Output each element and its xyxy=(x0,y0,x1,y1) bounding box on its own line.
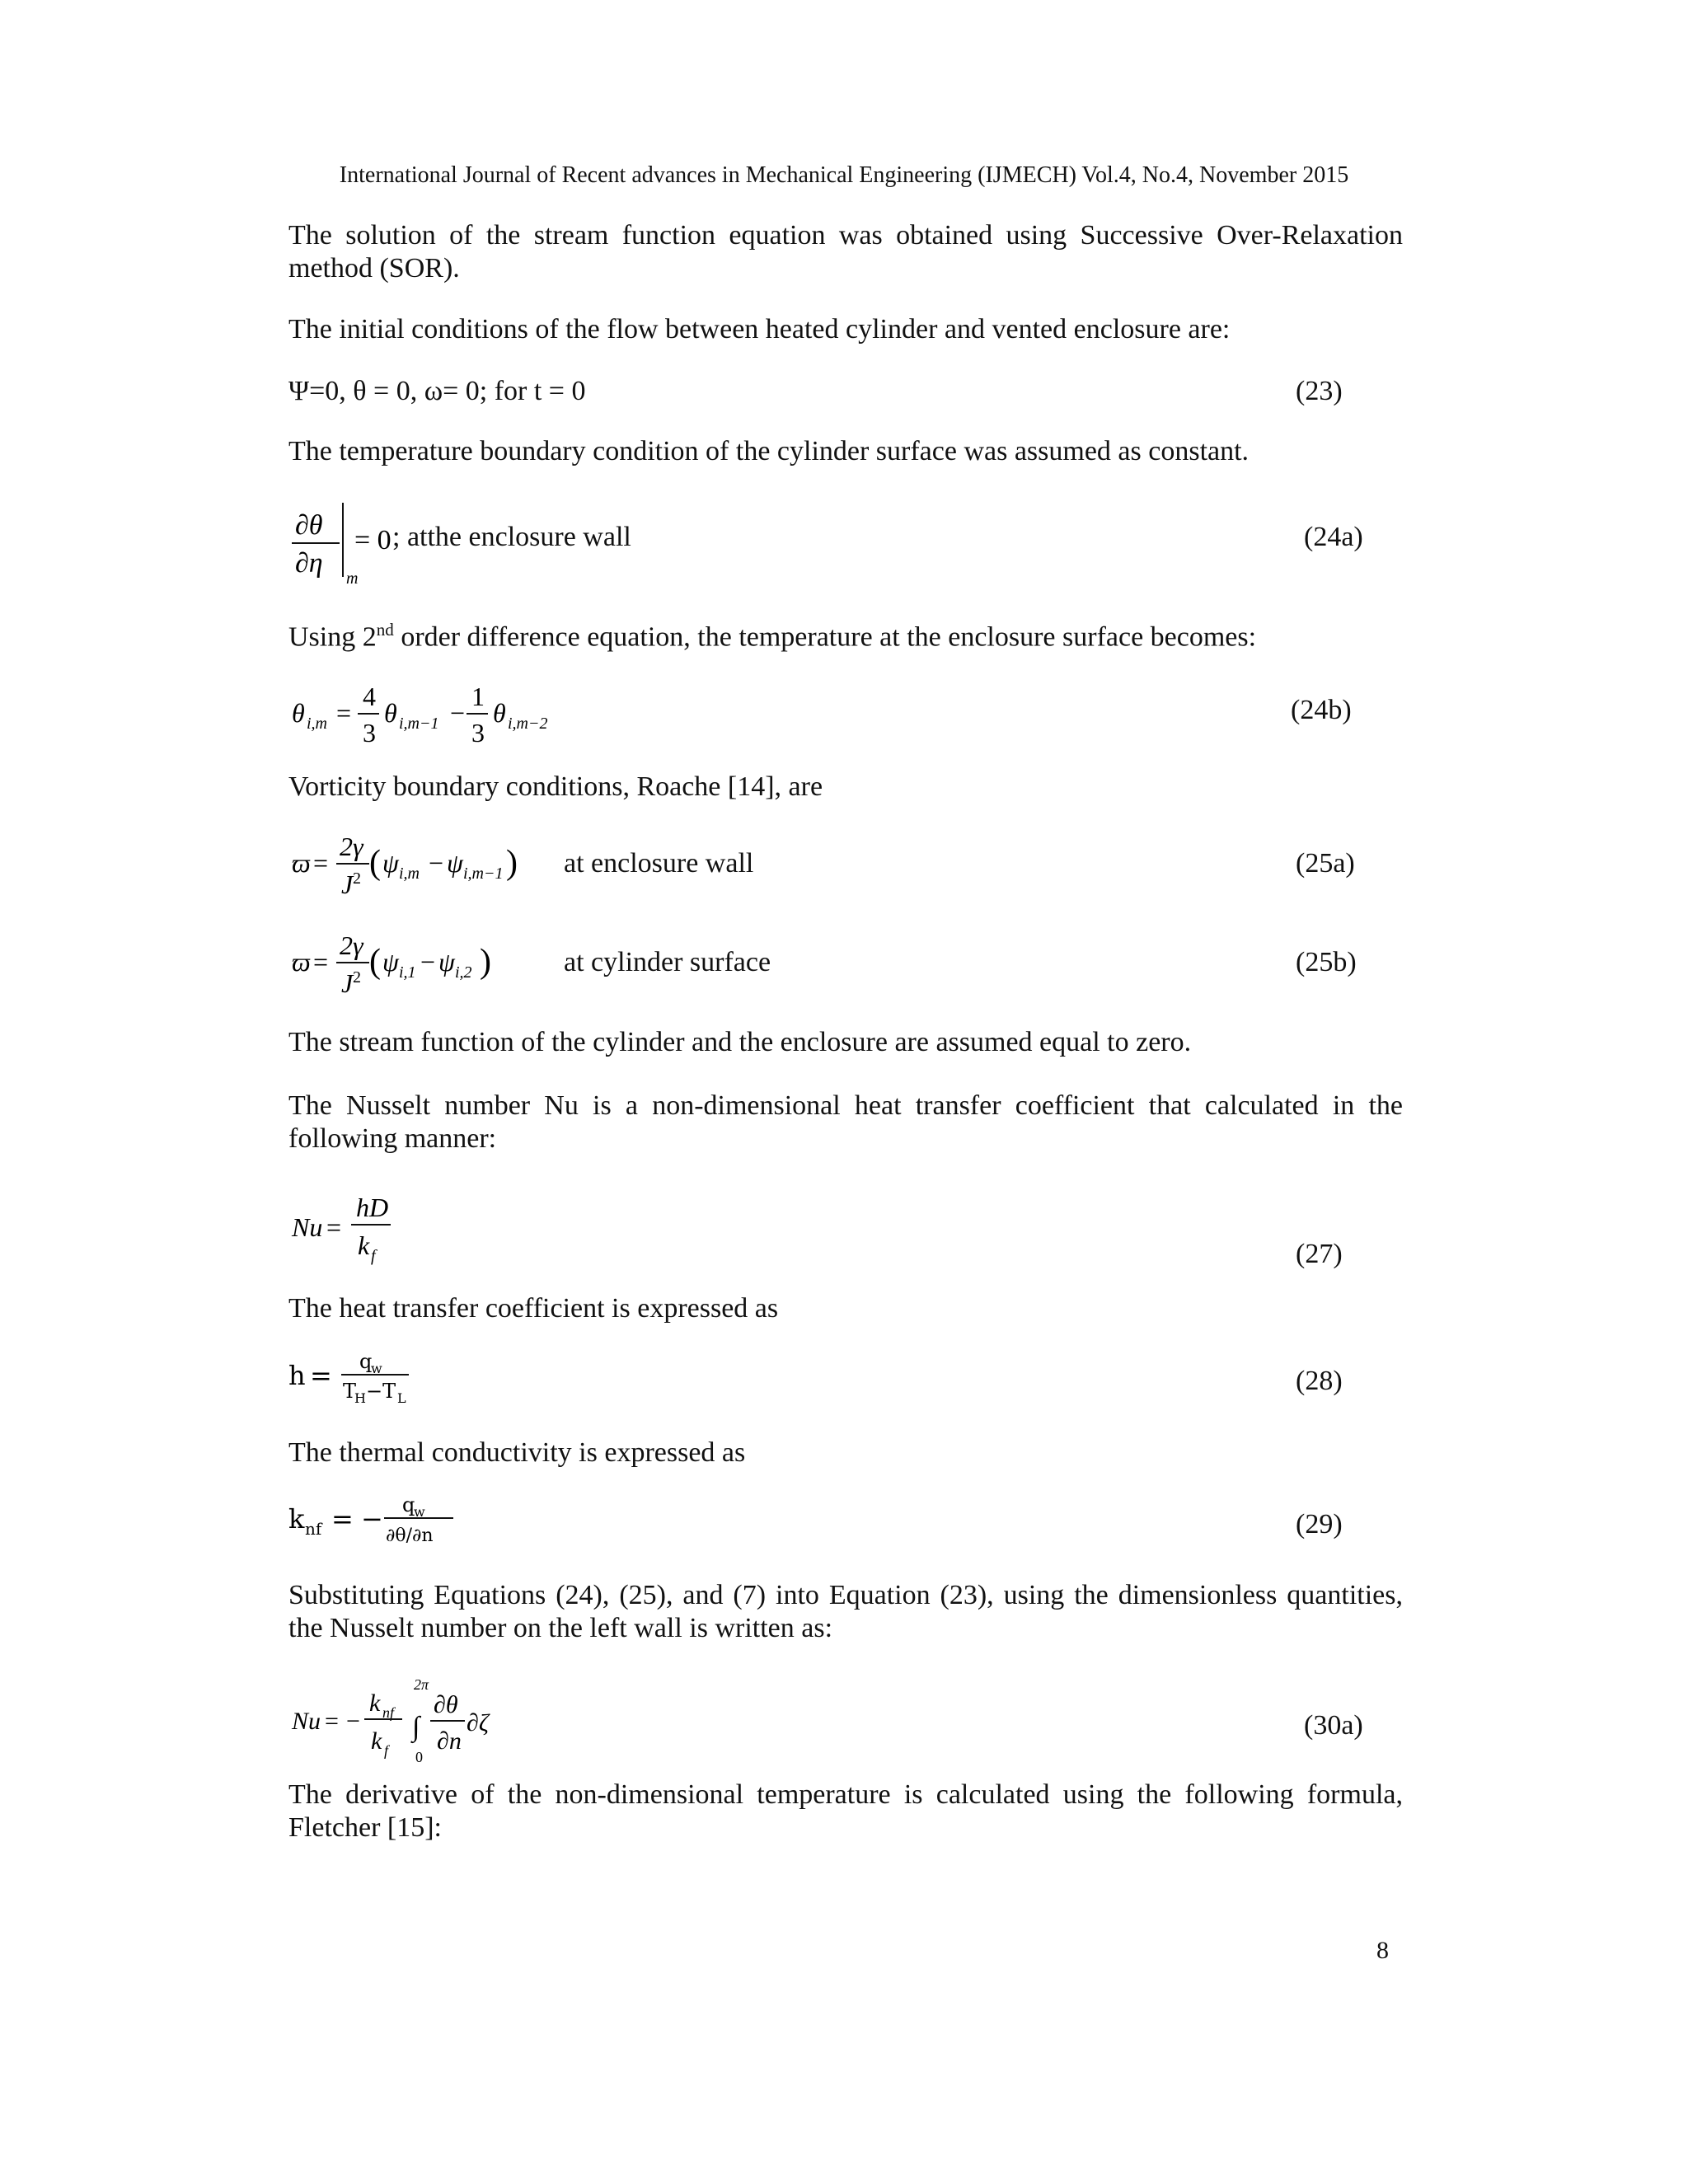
svg-text:=: = xyxy=(326,1212,342,1242)
svg-text:H: H xyxy=(354,1390,366,1406)
svg-text:i,m−1: i,m−1 xyxy=(463,865,504,883)
p4-sup: nd xyxy=(376,620,394,640)
svg-text:ψ: ψ xyxy=(382,947,399,977)
paragraph-stream-function-zero: The stream function of the cylinder and the enclosure are assumed equal to zero. xyxy=(288,1027,1192,1057)
paragraph-initial-conditions: The initial conditions of the flow between heated cylinder and vented enclosure are: xyxy=(288,314,1231,344)
svg-text:2: 2 xyxy=(353,968,361,987)
svg-text:(: ( xyxy=(369,943,381,981)
svg-text:ϖ: ϖ xyxy=(292,848,311,878)
svg-text:2γ: 2γ xyxy=(340,832,363,861)
equation-29-number: (29) xyxy=(1296,1509,1343,1540)
equation-28 xyxy=(288,1347,1403,1413)
svg-text:nf: nf xyxy=(305,1519,322,1539)
svg-text:(: ( xyxy=(369,844,381,882)
svg-text:ψ: ψ xyxy=(438,947,455,977)
equation-24a-number: (24a) xyxy=(1304,522,1363,552)
svg-text:T: T xyxy=(343,1380,357,1403)
paragraph-derivative-formula: The derivative of the non-dimensional temperature is calculated using the following formula, Fletcher [15]: xyxy=(288,1779,1403,1843)
svg-text:1: 1 xyxy=(471,682,485,711)
svg-text:∂ζ: ∂ζ xyxy=(467,1709,489,1736)
svg-text:k: k xyxy=(288,1503,305,1535)
equation-30a-number: (30a) xyxy=(1304,1710,1363,1741)
svg-text:q: q xyxy=(359,1350,373,1373)
svg-text:∂η: ∂η xyxy=(295,548,323,579)
equation-25a xyxy=(288,827,1403,910)
svg-text:w: w xyxy=(371,1361,382,1376)
svg-text:ϖ: ϖ xyxy=(292,947,311,977)
equation-28-formula xyxy=(288,1347,536,1413)
svg-text:J: J xyxy=(341,869,354,899)
svg-text:w: w xyxy=(414,1504,425,1520)
svg-text:θ: θ xyxy=(493,698,506,728)
svg-text:4: 4 xyxy=(363,682,376,711)
svg-text:∫: ∫ xyxy=(412,1712,420,1742)
svg-text:nf: nf xyxy=(382,1704,395,1721)
svg-text:): ) xyxy=(506,844,518,882)
svg-text:i,m−1: i,m−1 xyxy=(399,715,439,733)
svg-text:i,m−2: i,m−2 xyxy=(508,715,548,733)
paragraph-second-order xyxy=(288,613,1403,654)
equation-23-body: Ψ=0, θ = 0, ω= 0; for t = 0 xyxy=(288,376,586,406)
svg-text:L: L xyxy=(397,1390,406,1406)
paragraph-nusselt-number: The Nusselt number Nu is a non-dimensional heat transfer coefficient that calculated in the following manner: xyxy=(288,1090,1403,1154)
p4-pre: Using 2 xyxy=(288,621,377,653)
p4-post: order difference equation, the temperature at the enclosure surface becomes: xyxy=(393,621,1257,653)
equation-23-number: (23) xyxy=(1296,376,1343,406)
equation-28-number: (28) xyxy=(1296,1366,1343,1396)
svg-text:i,m: i,m xyxy=(307,715,327,733)
svg-text:−: − xyxy=(361,1503,383,1535)
paragraph-vorticity-bc: Vorticity boundary conditions, Roache [14], are xyxy=(288,771,823,802)
svg-text:∂θ: ∂θ xyxy=(434,1691,458,1718)
equation-29-formula xyxy=(288,1490,536,1556)
equation-29 xyxy=(288,1490,1403,1556)
svg-text:Nu: Nu xyxy=(292,1212,323,1242)
equation-25a-number: (25a) xyxy=(1296,848,1355,879)
equation-24b-formula xyxy=(288,674,865,757)
svg-text:i,m: i,m xyxy=(399,865,420,883)
svg-text:=: = xyxy=(331,1503,354,1535)
svg-text:=: = xyxy=(310,1360,332,1391)
svg-text:Nu: Nu xyxy=(292,1708,321,1735)
svg-text:q: q xyxy=(402,1493,415,1516)
equation-27-number: (27) xyxy=(1296,1239,1343,1269)
page-number: 8 xyxy=(1376,1937,1389,1964)
svg-text:−T: −T xyxy=(366,1380,396,1403)
equation-24b xyxy=(288,674,1403,757)
svg-text:f: f xyxy=(384,1742,389,1759)
journal-header: International Journal of Recent advances in Mechanical Engineering (IJMECH) Vol.4, No.4, November 2015 xyxy=(339,162,1349,188)
svg-text:i,1: i,1 xyxy=(399,963,416,982)
svg-text:ψ: ψ xyxy=(447,848,463,878)
svg-text:=: = xyxy=(336,698,352,728)
svg-text:−: − xyxy=(429,848,444,878)
svg-text:): ) xyxy=(480,943,491,981)
svg-text:m: m xyxy=(346,569,359,588)
equation-30a-formula xyxy=(288,1673,618,1772)
svg-text:h: h xyxy=(288,1360,306,1391)
svg-text:2γ: 2γ xyxy=(340,930,363,960)
svg-text:θ: θ xyxy=(384,698,397,728)
equation-25b xyxy=(288,926,1403,1009)
svg-text:∂θ: ∂θ xyxy=(295,510,323,541)
equation-24a-label: ; atthe enclosure wall xyxy=(392,522,631,552)
equation-25b-number: (25b) xyxy=(1296,947,1357,977)
svg-text:J: J xyxy=(341,968,354,998)
svg-text:0: 0 xyxy=(415,1749,423,1765)
svg-text:f: f xyxy=(371,1247,376,1265)
svg-text:ψ: ψ xyxy=(382,848,399,878)
svg-text:hD: hD xyxy=(356,1193,389,1222)
svg-text:2: 2 xyxy=(353,869,361,888)
svg-text:−: − xyxy=(346,1708,360,1735)
svg-text:−: − xyxy=(420,947,436,977)
paragraph-sor-method: The solution of the stream function equation was obtained using Successive Over-Relaxation method (SOR). xyxy=(288,220,1403,284)
paragraph-heat-transfer-coefficient: The heat transfer coefficient is expressed as xyxy=(288,1293,779,1324)
svg-text:∂θ/∂n: ∂θ/∂n xyxy=(386,1526,434,1546)
svg-text:k: k xyxy=(369,1690,381,1717)
equation-24a xyxy=(288,498,1403,588)
equation-30a xyxy=(288,1673,1403,1772)
svg-text:−: − xyxy=(450,698,466,728)
svg-text:3: 3 xyxy=(363,718,376,748)
svg-text:=: = xyxy=(313,848,329,878)
equation-27 xyxy=(288,1187,1403,1286)
paragraph-substituting-equations: Substituting Equations (24), (25), and (7) into Equation (23), using the dimensionless quantities, the Nusselt number on the left wall is written as: xyxy=(288,1580,1403,1643)
svg-text:k: k xyxy=(358,1230,370,1260)
svg-text:= 0: = 0 xyxy=(354,525,392,555)
svg-text:3: 3 xyxy=(471,718,485,748)
paragraph-thermal-conductivity: The thermal conductivity is expressed as xyxy=(288,1437,746,1468)
svg-text:k: k xyxy=(371,1727,382,1755)
equation-24b-number: (24b) xyxy=(1291,695,1352,725)
svg-text:∂n: ∂n xyxy=(437,1727,462,1755)
svg-text:i,2: i,2 xyxy=(455,963,472,982)
svg-text:=: = xyxy=(325,1708,339,1735)
equation-25a-label: at enclosure wall xyxy=(564,848,754,879)
svg-text:θ: θ xyxy=(292,698,305,728)
paragraph-temperature-bc: The temperature boundary condition of the cylinder surface was assumed as constant. xyxy=(288,436,1250,466)
svg-text:=: = xyxy=(313,947,329,977)
svg-text:2π: 2π xyxy=(414,1676,429,1693)
equation-27-formula xyxy=(288,1187,536,1269)
equation-25b-label: at cylinder surface xyxy=(564,947,771,977)
